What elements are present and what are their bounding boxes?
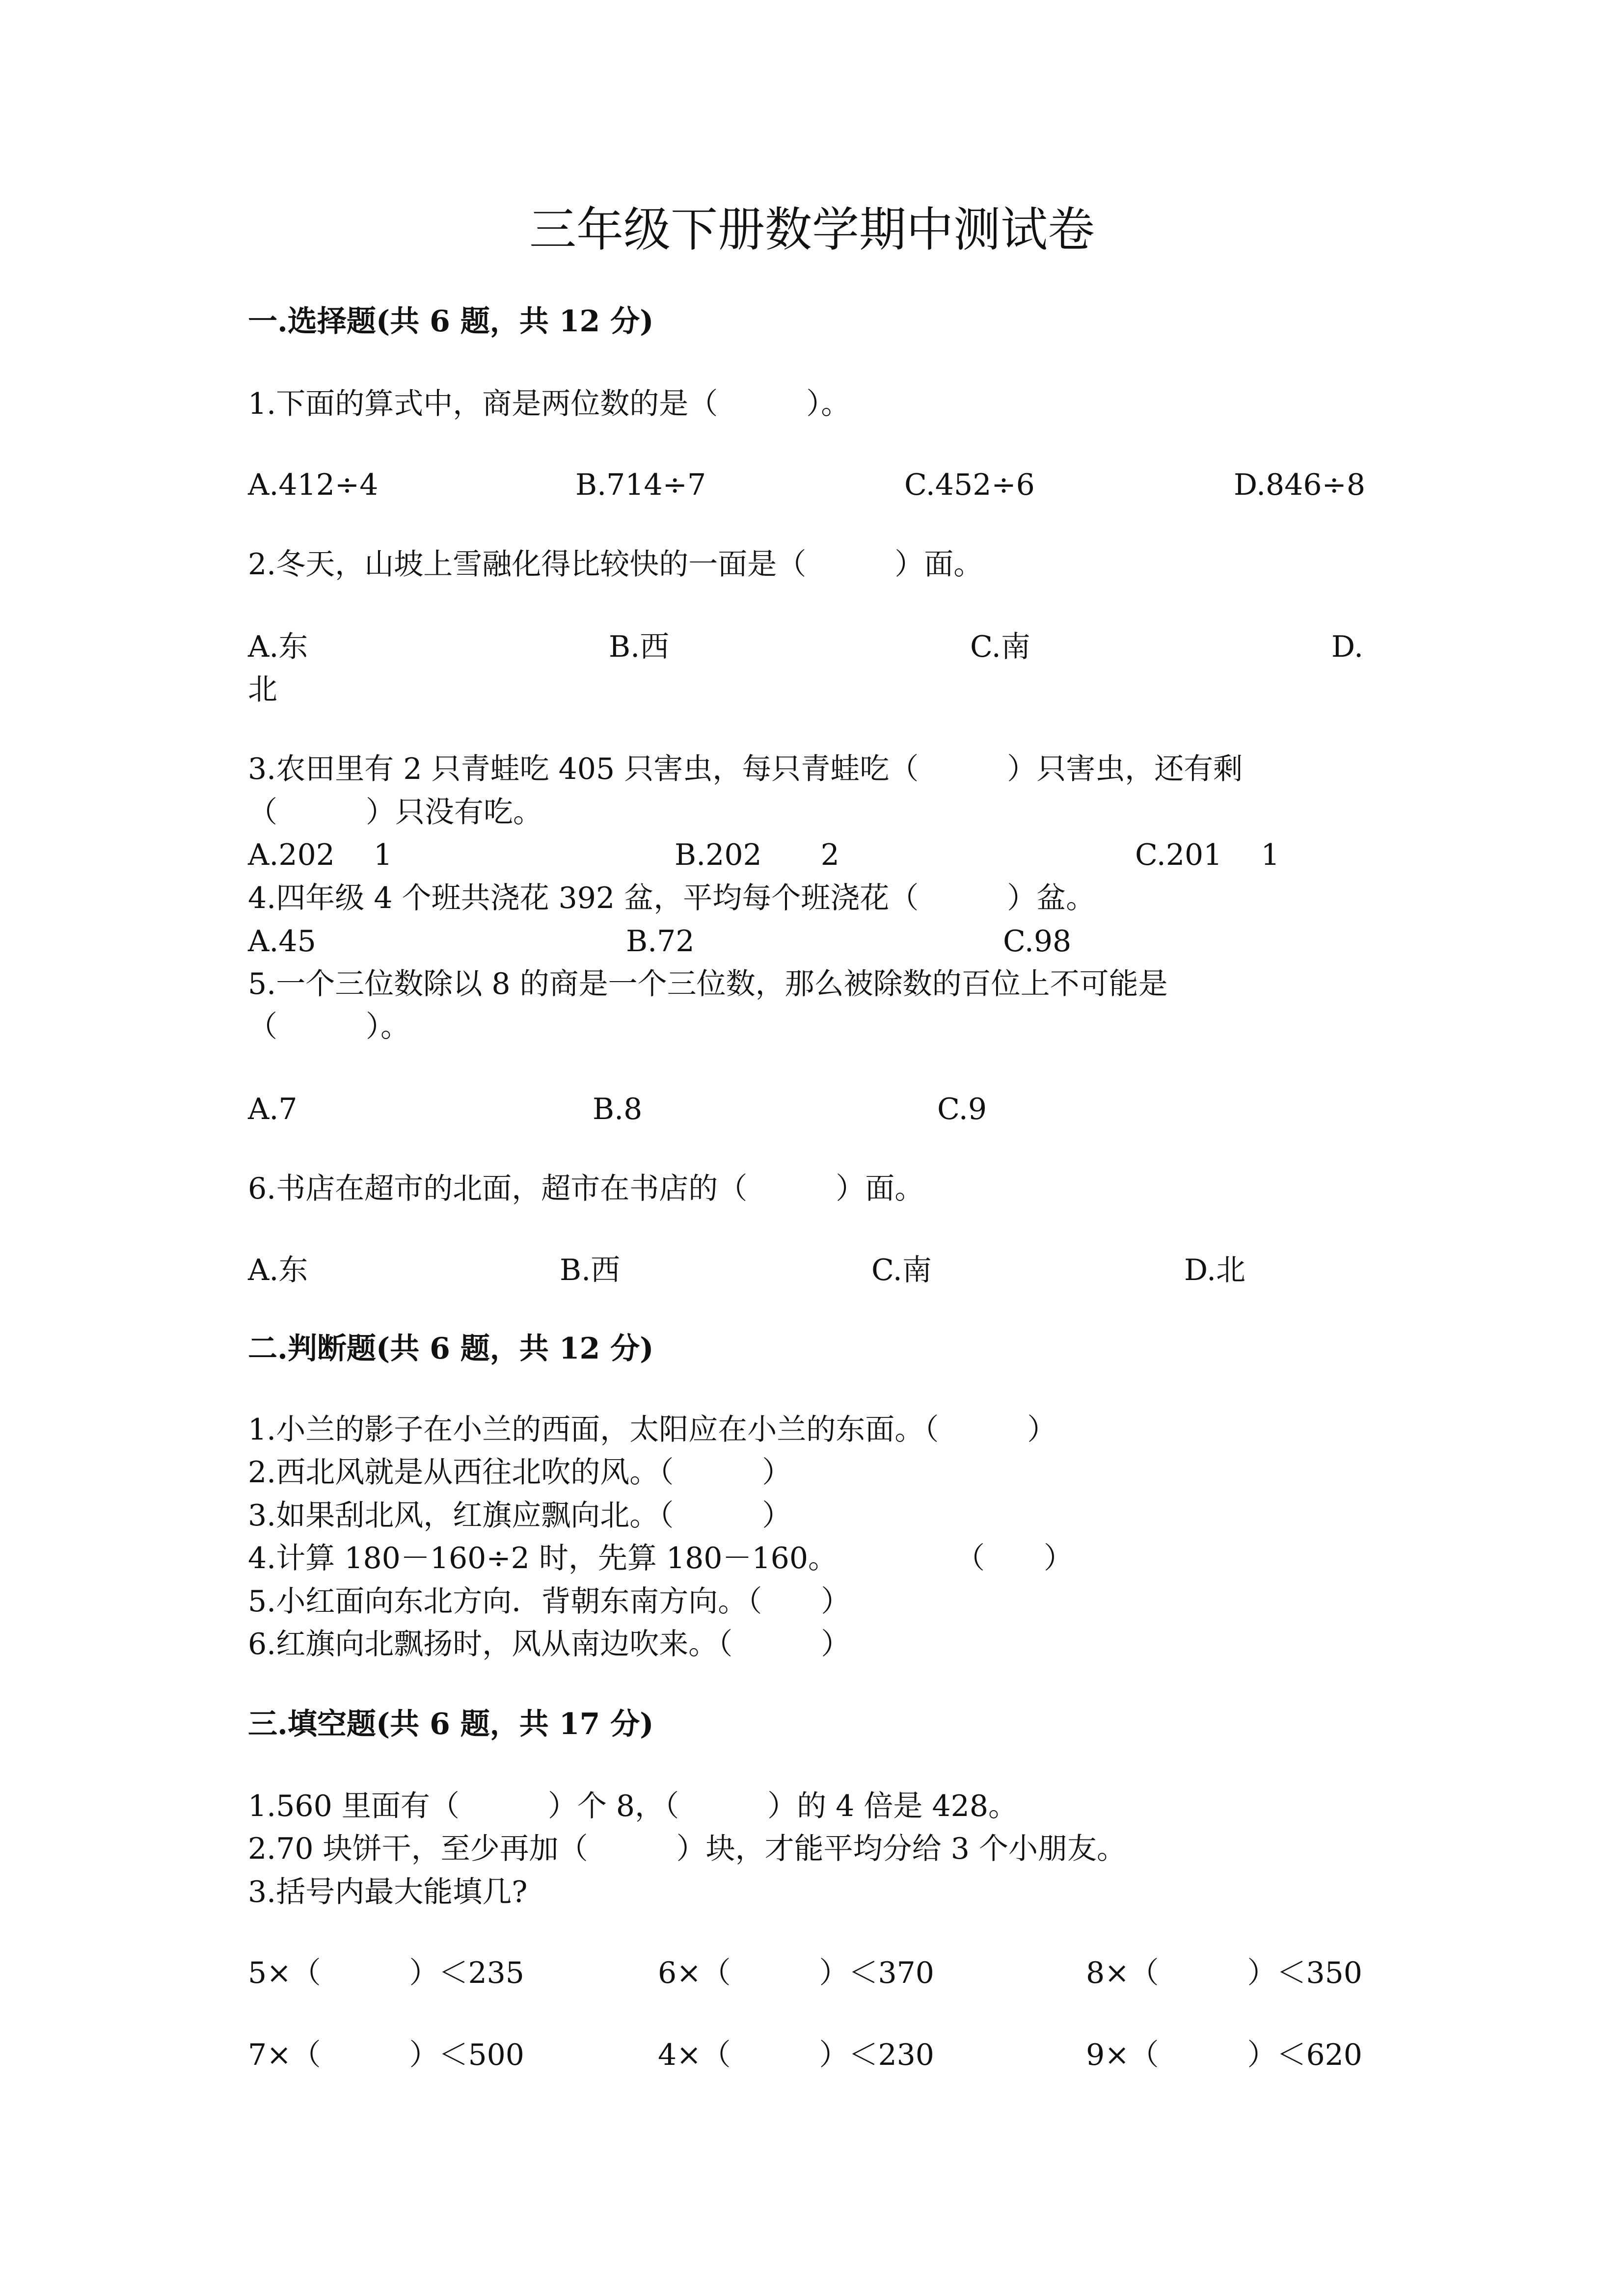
- q2-option-c: C.南: [970, 630, 1030, 664]
- question-2-stem: 2.冬天，山坡上雪融化得比较快的一面是（ ）面。: [248, 547, 983, 582]
- judgement-item-4: 4.计算 180－160÷2 时，先算 180－160。 （ ）: [248, 1541, 1073, 1575]
- q2-option-a: A.东: [248, 630, 308, 664]
- question-3-stem-line1: 3.农田里有 2 只青蛙吃 405 只害虫，每只青蛙吃（ ）只害虫，还有剩: [248, 752, 1243, 786]
- fill-grid-r2-c1: 7×（ ）＜500: [248, 2038, 524, 2072]
- q1-option-d: D.846÷8: [1234, 468, 1366, 502]
- question-1-stem: 1.下面的算式中，商是两位数的是（ ）。: [248, 387, 851, 421]
- fill-item-1: 1.560 里面有（ ）个 8，（ ）的 4 倍是 428。: [248, 1789, 1018, 1823]
- fill-grid-r1-c2: 6×（ ）＜370: [658, 1956, 934, 1990]
- q1-option-a: A.412÷4: [248, 468, 379, 502]
- q6-option-d: D.北: [1184, 1253, 1246, 1287]
- page-title: 三年级下册数学期中测试卷: [529, 202, 1095, 257]
- section-heading-choice: 一.选择题(共 6 题，共 12 分): [248, 304, 654, 339]
- q4-option-c: C.98: [1003, 924, 1072, 959]
- q1-option-c: C.452÷6: [904, 468, 1035, 502]
- q4-option-b: B.72: [626, 924, 695, 959]
- judgement-item-1: 1.小兰的影子在小兰的西面，太阳应在小兰的东面。（ ）: [248, 1413, 1057, 1447]
- judgement-item-2: 2.西北风就是从西往北吹的风。（ ）: [248, 1455, 792, 1490]
- q1-option-b: B.714÷7: [575, 468, 706, 502]
- judgement-item-3: 3.如果刮北风，红旗应飘向北。（ ）: [248, 1498, 792, 1533]
- q5-option-b: B.8: [593, 1092, 643, 1126]
- q2-option-d: D.: [1331, 630, 1364, 664]
- q4-option-a: A.45: [248, 924, 316, 959]
- judgement-item-6: 6.红旗向北飘扬时，风从南边吹来。（ ）: [248, 1627, 851, 1661]
- q5-option-c: C.9: [937, 1092, 987, 1126]
- q3-option-b: B.202 2: [675, 838, 839, 872]
- question-5-stem-line1: 5.一个三位数除以 8 的商是一个三位数，那么被除数的百位上不可能是: [248, 967, 1168, 1001]
- q3-option-c: C.201 1: [1135, 838, 1280, 872]
- fill-grid-r2-c2: 4×（ ）＜230: [658, 2038, 934, 2072]
- question-5-stem-line2: （ ）。: [248, 1010, 410, 1044]
- fill-grid-r2-c3: 9×（ ）＜620: [1086, 2038, 1362, 2072]
- question-6-stem: 6.书店在超市的北面，超市在书店的（ ）面。: [248, 1172, 924, 1206]
- q2-option-d-text: 北: [248, 672, 277, 707]
- q6-option-b: B.西: [560, 1253, 621, 1287]
- fill-grid-r1-c3: 8×（ ）＜350: [1086, 1956, 1362, 1990]
- question-4-stem: 4.四年级 4 个班共浇花 392 盆，平均每个班浇花（ ）盆。: [248, 881, 1096, 915]
- fill-item-2: 2.70 块饼干，至少再加（ ）块，才能平均分给 3 个小朋友。: [248, 1832, 1126, 1866]
- section-heading-judgement: 二.判断题(共 6 题，共 12 分): [248, 1332, 654, 1366]
- judgement-item-5: 5.小红面向东北方向．背朝东南方向。（ ）: [248, 1584, 851, 1619]
- q2-option-b: B.西: [609, 630, 670, 664]
- section-heading-fill: 三.填空题(共 6 题，共 17 分): [248, 1707, 654, 1741]
- question-3-stem-line2: （ ）只没有吃。: [248, 795, 542, 829]
- q6-option-c: C.南: [871, 1253, 932, 1287]
- fill-item-3: 3.括号内最大能填几?: [248, 1875, 528, 1909]
- q6-option-a: A.东: [248, 1253, 308, 1287]
- q5-option-a: A.7: [248, 1092, 298, 1126]
- fill-grid-r1-c1: 5×（ ）＜235: [248, 1956, 524, 1990]
- q3-option-a: A.202 1: [248, 838, 393, 872]
